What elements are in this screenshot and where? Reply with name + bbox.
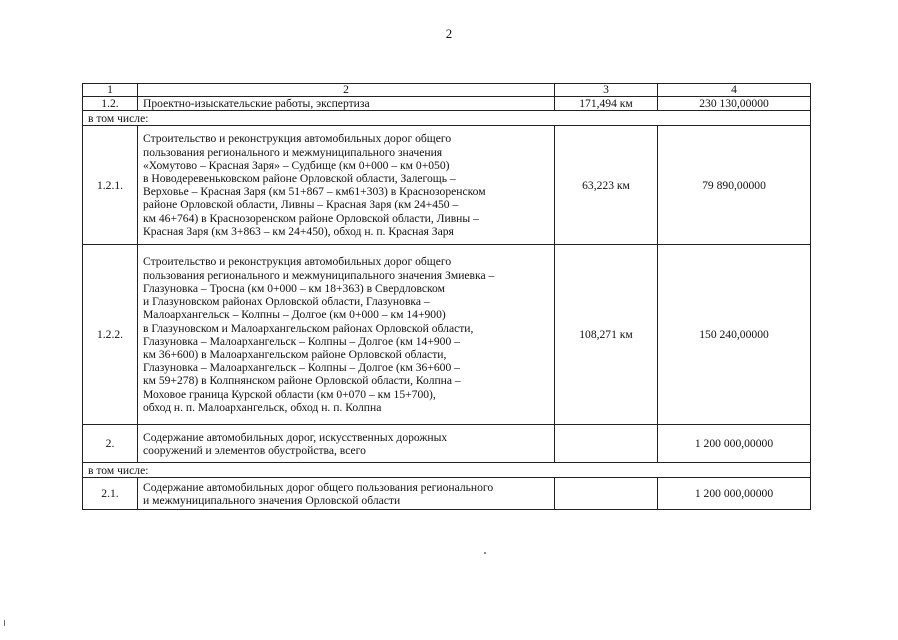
scan-speck — [4, 620, 5, 626]
row-amount: 1 200 000,00000 — [658, 478, 811, 510]
subheader-label: в том числе: — [83, 111, 811, 126]
row-number: 1.2.1. — [83, 126, 138, 245]
table-row — [83, 478, 811, 510]
header-col-1: 1 — [83, 84, 138, 97]
scan-speck — [484, 552, 486, 554]
subheader-row — [83, 463, 811, 478]
row-name: Строительство и реконструкция автомобильных дорог общего пользования регионального и межмуниципального значения Змиевка – Глазуновка – Тросна (км 0+000 – км 18+363) в Свердловском и Глазуновском районах Орловской области, Глазуновка – Малоархангельск – Колпны – Долгое (км 0+000 – км 14+900) в Глазуновском и Малоархангельском районах Орловской области, Глазуновка – Малоархангельск – Колпны – Долгое (км 14+900 – км 36+600) в Малоархангельском районе Орловской области, Глазуновка – Малоархангельск – Колпны – Долгое (км 36+600 – км 59+278) в Колпнянском районе Орловской области, Колпна – Моховое граница Курской области (км 0+070 – км 15+700), обход н. п. Малоархангельск, обход н. п. Колпна — [138, 245, 555, 425]
table-header-row — [83, 84, 811, 97]
page-number: 2 — [445, 26, 453, 41]
road-works-table — [82, 83, 811, 510]
header-col-2: 2 — [138, 84, 555, 97]
table-row — [83, 126, 811, 245]
row-number: 1.2.2. — [83, 245, 138, 425]
row-name: Содержание автомобильных дорог, искусственных дорожных сооружений и элементов обустройства, всего — [138, 425, 555, 463]
row-number: 2.1. — [83, 478, 138, 510]
row-amount: 150 240,00000 — [658, 245, 811, 425]
header-col-3: 3 — [555, 84, 658, 97]
table-row — [83, 245, 811, 425]
header-col-4: 4 — [658, 84, 811, 97]
row-length: 63,223 км — [555, 126, 658, 245]
table-row — [83, 425, 811, 463]
row-amount: 1 200 000,00000 — [658, 425, 811, 463]
row-number: 2. — [83, 425, 138, 463]
row-length — [555, 425, 658, 463]
row-amount: 230 130,00000 — [658, 97, 811, 111]
row-name: Проектно-изыскательские работы, экспертиза — [138, 97, 555, 111]
row-name: Строительство и реконструкция автомобильных дорог общего пользования регионального и межмуниципального значения «Хомутово – Красная Заря» – Судбище (км 0+000 – км 0+050) в Новодеревеньковском районе Орловской области, Залегощь – Верховье – Красная Заря (км 51+867 – км61+303) в Краснозоренском районе Орловской области, Ливны – Красная Заря (км 24+450 – км 46+764) в Краснозоренском районе Орловской области, Ливны – Красная Заря (км 3+863 – км 24+450), обход н. п. Красная Заря — [138, 126, 555, 245]
row-length — [555, 478, 658, 510]
row-name: Содержание автомобильных дорог общего пользования регионального и межмуниципального значения Орловской области — [138, 478, 555, 510]
table-row — [83, 97, 811, 111]
row-length: 171,494 км — [555, 97, 658, 111]
row-amount: 79 890,00000 — [658, 126, 811, 245]
row-length: 108,271 км — [555, 245, 658, 425]
row-number: 1.2. — [83, 97, 138, 111]
subheader-label: в том числе: — [83, 463, 811, 478]
subheader-row — [83, 111, 811, 126]
